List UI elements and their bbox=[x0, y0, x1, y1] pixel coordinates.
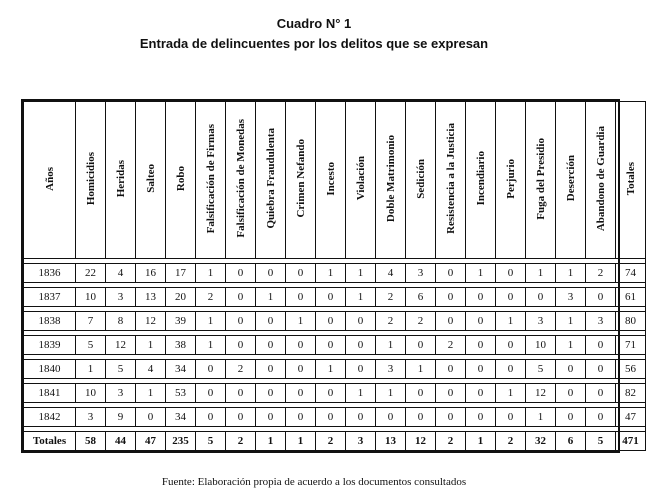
value-cell: 0 bbox=[436, 288, 466, 307]
table-row bbox=[24, 312, 646, 331]
header-row bbox=[24, 102, 646, 259]
value-cell: 82 bbox=[616, 384, 646, 403]
value-cell: 1 bbox=[466, 432, 496, 451]
column-header-label: Violación bbox=[354, 156, 367, 201]
value-cell: 1 bbox=[466, 264, 496, 283]
value-cell: 0 bbox=[226, 408, 256, 427]
value-cell: 2 bbox=[226, 360, 256, 379]
value-cell: 3 bbox=[106, 384, 136, 403]
column-header-label: Perjurio bbox=[504, 158, 517, 199]
value-cell: 6 bbox=[406, 288, 436, 307]
value-cell: 0 bbox=[466, 336, 496, 355]
column-header-label: Crimen Nefando bbox=[294, 139, 307, 218]
table-row bbox=[24, 408, 646, 427]
value-cell: 56 bbox=[616, 360, 646, 379]
value-cell: 1 bbox=[286, 312, 316, 331]
value-cell: 53 bbox=[166, 384, 196, 403]
value-cell: 39 bbox=[166, 312, 196, 331]
value-cell: 0 bbox=[136, 408, 166, 427]
value-cell: 0 bbox=[256, 360, 286, 379]
value-cell: 12 bbox=[526, 384, 556, 403]
column-header bbox=[586, 102, 616, 259]
value-cell: 0 bbox=[466, 384, 496, 403]
value-cell: 2 bbox=[496, 432, 526, 451]
column-header-label: Incendiario bbox=[474, 151, 487, 206]
value-cell: 0 bbox=[226, 288, 256, 307]
column-header bbox=[136, 102, 166, 259]
table-row bbox=[24, 384, 646, 403]
value-cell: 0 bbox=[226, 264, 256, 283]
value-cell: 1 bbox=[256, 432, 286, 451]
value-cell: 3 bbox=[556, 288, 586, 307]
column-header-label: Deserción bbox=[564, 155, 577, 202]
value-cell: 7 bbox=[76, 312, 106, 331]
source-note: Fuente: Elaboración propia de acuerdo a los documentos consultados bbox=[161, 476, 467, 488]
value-cell: 10 bbox=[526, 336, 556, 355]
value-cell: 44 bbox=[106, 432, 136, 451]
value-cell: 3 bbox=[406, 264, 436, 283]
value-cell: 235 bbox=[166, 432, 196, 451]
value-cell: 12 bbox=[136, 312, 166, 331]
value-cell: 0 bbox=[556, 408, 586, 427]
value-cell: 16 bbox=[136, 264, 166, 283]
value-cell: 1 bbox=[346, 384, 376, 403]
value-cell: 2 bbox=[376, 312, 406, 331]
value-cell: 9 bbox=[106, 408, 136, 427]
table-body bbox=[24, 259, 646, 451]
value-cell: 13 bbox=[136, 288, 166, 307]
column-header bbox=[76, 102, 106, 259]
value-cell: 0 bbox=[466, 288, 496, 307]
value-cell: 0 bbox=[466, 360, 496, 379]
value-cell: 0 bbox=[436, 384, 466, 403]
value-cell: 2 bbox=[406, 312, 436, 331]
value-cell: 17 bbox=[166, 264, 196, 283]
column-header bbox=[196, 102, 226, 259]
column-header-label: Años bbox=[43, 166, 56, 191]
row-label-cell: 1840 bbox=[24, 360, 76, 379]
value-cell: 0 bbox=[226, 312, 256, 331]
value-cell: 0 bbox=[316, 336, 346, 355]
row-label-cell: 1837 bbox=[24, 288, 76, 307]
value-cell: 5 bbox=[526, 360, 556, 379]
row-label-cell: 1839 bbox=[24, 336, 76, 355]
column-header bbox=[526, 102, 556, 259]
column-header-label: Totales bbox=[624, 161, 637, 196]
value-cell: 1 bbox=[376, 336, 406, 355]
value-cell: 1 bbox=[76, 360, 106, 379]
value-cell: 2 bbox=[436, 432, 466, 451]
value-cell: 0 bbox=[526, 288, 556, 307]
column-header bbox=[226, 102, 256, 259]
value-cell: 1 bbox=[556, 336, 586, 355]
column-header-label: Salteo bbox=[144, 164, 157, 193]
value-cell: 3 bbox=[106, 288, 136, 307]
row-label-cell: Totales bbox=[24, 432, 76, 451]
value-cell: 12 bbox=[106, 336, 136, 355]
value-cell: 10 bbox=[76, 384, 106, 403]
value-cell: 80 bbox=[616, 312, 646, 331]
value-cell: 1 bbox=[526, 408, 556, 427]
column-header-label: Robo bbox=[174, 165, 187, 192]
value-cell: 0 bbox=[466, 408, 496, 427]
value-cell: 0 bbox=[496, 408, 526, 427]
value-cell: 3 bbox=[526, 312, 556, 331]
value-cell: 34 bbox=[166, 360, 196, 379]
value-cell: 0 bbox=[256, 312, 286, 331]
value-cell: 0 bbox=[376, 408, 406, 427]
value-cell: 47 bbox=[136, 432, 166, 451]
value-cell: 2 bbox=[316, 432, 346, 451]
value-cell: 0 bbox=[406, 384, 436, 403]
value-cell: 0 bbox=[586, 288, 616, 307]
value-cell: 0 bbox=[406, 408, 436, 427]
value-cell: 1 bbox=[496, 384, 526, 403]
value-cell: 0 bbox=[346, 360, 376, 379]
value-cell: 5 bbox=[106, 360, 136, 379]
column-header-label: Incesto bbox=[324, 161, 337, 196]
column-header bbox=[166, 102, 196, 259]
value-cell: 6 bbox=[556, 432, 586, 451]
value-cell: 1 bbox=[526, 264, 556, 283]
column-header-label: Resistencia a la Justicia bbox=[444, 123, 457, 234]
column-header-label: Sedición bbox=[414, 158, 427, 199]
value-cell: 0 bbox=[286, 288, 316, 307]
value-cell: 0 bbox=[316, 312, 346, 331]
value-cell: 0 bbox=[196, 408, 226, 427]
column-header bbox=[256, 102, 286, 259]
value-cell: 0 bbox=[496, 264, 526, 283]
column-header bbox=[24, 102, 76, 259]
value-cell: 4 bbox=[136, 360, 166, 379]
table-row bbox=[24, 288, 646, 307]
value-cell: 2 bbox=[376, 288, 406, 307]
value-cell: 0 bbox=[466, 312, 496, 331]
value-cell: 0 bbox=[346, 408, 376, 427]
value-cell: 1 bbox=[316, 360, 346, 379]
value-cell: 0 bbox=[436, 264, 466, 283]
value-cell: 38 bbox=[166, 336, 196, 355]
value-cell: 0 bbox=[346, 312, 376, 331]
value-cell: 1 bbox=[496, 312, 526, 331]
column-header-label: Quiebra Fraudulenta bbox=[264, 128, 277, 229]
value-cell: 0 bbox=[586, 360, 616, 379]
column-header-label: Doble Matrimonio bbox=[384, 134, 397, 223]
value-cell: 4 bbox=[376, 264, 406, 283]
value-cell: 1 bbox=[256, 288, 286, 307]
value-cell: 0 bbox=[256, 264, 286, 283]
column-header bbox=[436, 102, 466, 259]
value-cell: 3 bbox=[76, 408, 106, 427]
column-header-label: Homicidios bbox=[84, 151, 97, 206]
value-cell: 4 bbox=[106, 264, 136, 283]
value-cell: 0 bbox=[226, 336, 256, 355]
value-cell: 0 bbox=[406, 336, 436, 355]
value-cell: 0 bbox=[496, 336, 526, 355]
crime-table bbox=[23, 101, 646, 451]
value-cell: 0 bbox=[286, 384, 316, 403]
value-cell: 34 bbox=[166, 408, 196, 427]
value-cell: 71 bbox=[616, 336, 646, 355]
row-label-cell: 1836 bbox=[24, 264, 76, 283]
column-header bbox=[346, 102, 376, 259]
value-cell: 12 bbox=[406, 432, 436, 451]
value-cell: 47 bbox=[616, 408, 646, 427]
value-cell: 2 bbox=[226, 432, 256, 451]
value-cell: 3 bbox=[376, 360, 406, 379]
row-label-cell: 1842 bbox=[24, 408, 76, 427]
column-header bbox=[106, 102, 136, 259]
value-cell: 74 bbox=[616, 264, 646, 283]
value-cell: 0 bbox=[436, 408, 466, 427]
column-header bbox=[286, 102, 316, 259]
value-cell: 1 bbox=[346, 288, 376, 307]
value-cell: 20 bbox=[166, 288, 196, 307]
value-cell: 5 bbox=[76, 336, 106, 355]
value-cell: 1 bbox=[136, 336, 166, 355]
value-cell: 1 bbox=[196, 336, 226, 355]
table-subtitle: Entrada de delincuentes por los delitos que se expresan bbox=[139, 36, 489, 51]
value-cell: 0 bbox=[316, 384, 346, 403]
value-cell: 0 bbox=[496, 360, 526, 379]
value-cell: 1 bbox=[556, 312, 586, 331]
value-cell: 471 bbox=[616, 432, 646, 451]
value-cell: 0 bbox=[496, 288, 526, 307]
value-cell: 0 bbox=[226, 384, 256, 403]
totals-row bbox=[24, 432, 646, 451]
value-cell: 0 bbox=[256, 408, 286, 427]
value-cell: 0 bbox=[316, 288, 346, 307]
value-cell: 0 bbox=[286, 264, 316, 283]
value-cell: 1 bbox=[346, 264, 376, 283]
value-cell: 1 bbox=[406, 360, 436, 379]
column-header bbox=[466, 102, 496, 259]
value-cell: 1 bbox=[286, 432, 316, 451]
value-cell: 2 bbox=[586, 264, 616, 283]
value-cell: 0 bbox=[586, 384, 616, 403]
column-header bbox=[406, 102, 436, 259]
column-header-label: Falsificación de Firmas bbox=[204, 123, 217, 234]
row-label-cell: 1838 bbox=[24, 312, 76, 331]
value-cell: 0 bbox=[346, 336, 376, 355]
column-header-label: Heridas bbox=[114, 159, 127, 198]
value-cell: 1 bbox=[316, 264, 346, 283]
value-cell: 58 bbox=[76, 432, 106, 451]
value-cell: 61 bbox=[616, 288, 646, 307]
value-cell: 5 bbox=[586, 432, 616, 451]
value-cell: 0 bbox=[196, 384, 226, 403]
value-cell: 0 bbox=[436, 312, 466, 331]
value-cell: 1 bbox=[556, 264, 586, 283]
column-header-label: Falsificación de Monedas bbox=[234, 119, 247, 238]
value-cell: 1 bbox=[376, 384, 406, 403]
value-cell: 0 bbox=[556, 384, 586, 403]
column-header-label: Abandono de Guardia bbox=[594, 125, 607, 232]
value-cell: 3 bbox=[586, 312, 616, 331]
value-cell: 1 bbox=[196, 264, 226, 283]
table-title: Cuadro N° 1 bbox=[276, 16, 352, 31]
value-cell: 0 bbox=[436, 360, 466, 379]
value-cell: 0 bbox=[256, 384, 286, 403]
value-cell: 0 bbox=[256, 336, 286, 355]
value-cell: 22 bbox=[76, 264, 106, 283]
value-cell: 0 bbox=[286, 360, 316, 379]
table-row bbox=[24, 336, 646, 355]
value-cell: 0 bbox=[586, 336, 616, 355]
value-cell: 10 bbox=[76, 288, 106, 307]
value-cell: 32 bbox=[526, 432, 556, 451]
value-cell: 2 bbox=[436, 336, 466, 355]
column-header bbox=[376, 102, 406, 259]
value-cell: 0 bbox=[556, 360, 586, 379]
value-cell: 3 bbox=[346, 432, 376, 451]
value-cell: 2 bbox=[196, 288, 226, 307]
value-cell: 0 bbox=[196, 360, 226, 379]
value-cell: 0 bbox=[286, 408, 316, 427]
value-cell: 8 bbox=[106, 312, 136, 331]
value-cell: 13 bbox=[376, 432, 406, 451]
value-cell: 0 bbox=[286, 336, 316, 355]
column-header-label: Fuga del Presidio bbox=[534, 137, 547, 220]
table-row bbox=[24, 360, 646, 379]
value-cell: 1 bbox=[196, 312, 226, 331]
row-label-cell: 1841 bbox=[24, 384, 76, 403]
value-cell: 0 bbox=[316, 408, 346, 427]
column-header bbox=[556, 102, 586, 259]
value-cell: 0 bbox=[586, 408, 616, 427]
value-cell: 5 bbox=[196, 432, 226, 451]
table-row bbox=[24, 264, 646, 283]
column-header bbox=[496, 102, 526, 259]
value-cell: 1 bbox=[136, 384, 166, 403]
column-header bbox=[316, 102, 346, 259]
column-header bbox=[616, 102, 646, 259]
